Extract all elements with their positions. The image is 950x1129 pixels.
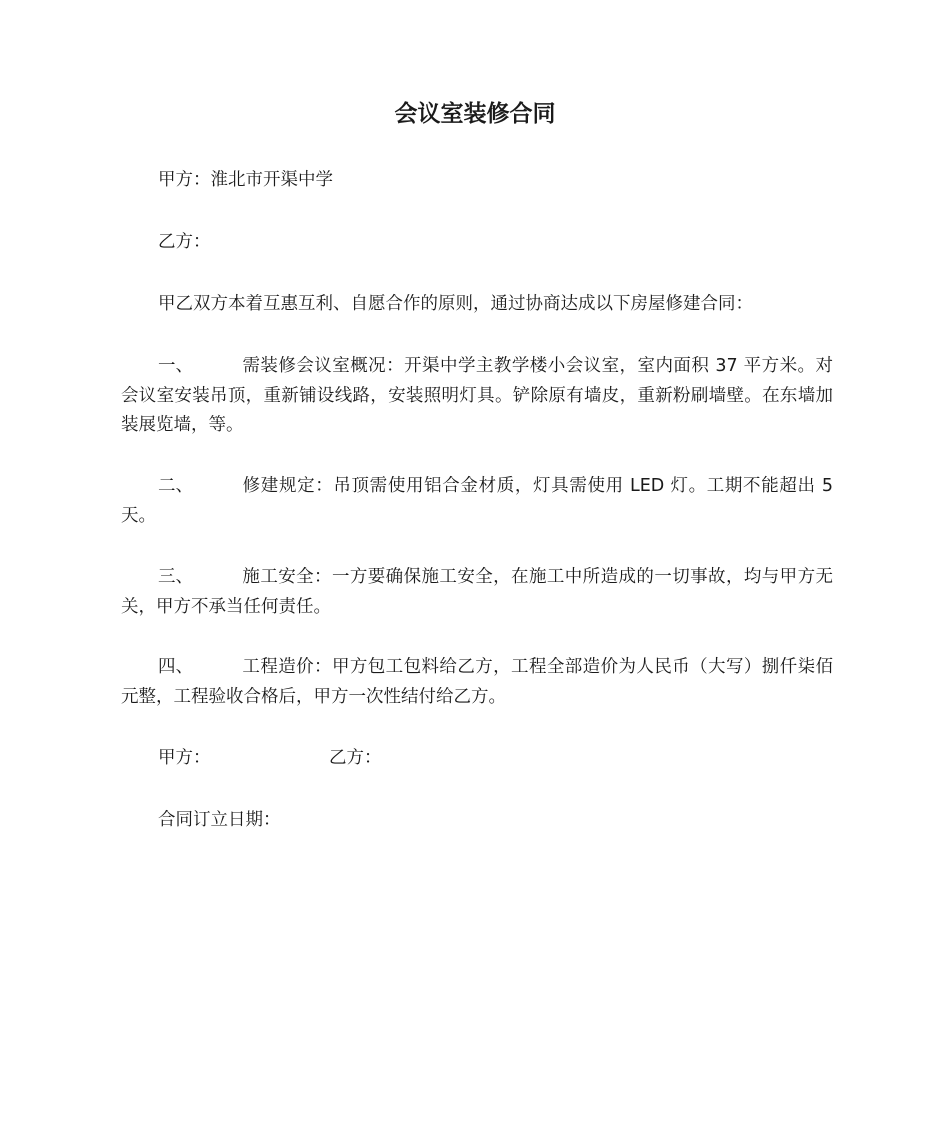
party-a-line: 甲方：淮北市开渠中学: [158, 170, 333, 190]
clause-2: [121, 472, 833, 531]
clause-3: [121, 563, 833, 622]
clause-text: 修建规定：吊顶需使用铝合金材质，灯具需使用 LED 灯。工期不能超出 5 天。: [121, 476, 833, 526]
party-b-line: 乙方：: [158, 232, 211, 252]
clause-number: 一、: [158, 356, 193, 376]
contract-date-label: 合同订立日期：: [158, 810, 281, 830]
clause-4: [121, 653, 833, 712]
clause-text: 施工安全：一方要确保施工安全，在施工中所造成的一切事故，均与甲方无关，甲方不承当任何责任。: [121, 567, 833, 617]
document-title: 会议室装修合同: [394, 101, 556, 127]
clause-text: 工程造价：甲方包工包料给乙方，工程全部造价为人民币（大写）捌仟柒佰元整，工程验收合格后，甲方一次性结付给乙方。: [121, 657, 833, 707]
intro-paragraph: 甲乙双方本着互惠互利、自愿合作的原则，通过协商达成以下房屋修建合同：: [158, 294, 753, 314]
clause-number: 三、: [158, 567, 193, 587]
signature-party-b: 乙方：: [329, 748, 382, 768]
signature-party-a: 甲方：: [158, 748, 211, 768]
clause-number: 四、: [158, 657, 193, 677]
clause-number: 二、: [158, 476, 193, 496]
clause-1: [121, 352, 833, 441]
clause-text: 需装修会议室概况：开渠中学主教学楼小会议室，室内面积 37 平方米。对会议室安装吊顶，重新铺设线路，安装照明灯具。铲除原有墙皮，重新粉刷墙壁。在东墙加装展览墙，等。: [121, 356, 833, 435]
